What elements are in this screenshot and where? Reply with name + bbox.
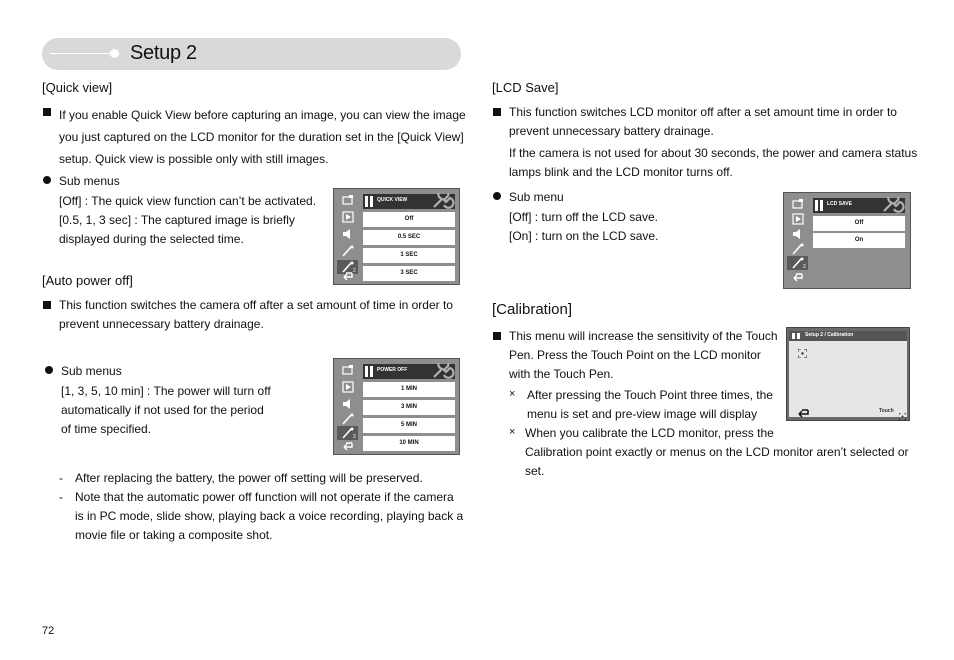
menu-option: 5 MIN bbox=[363, 418, 455, 433]
text-line: Pen. Press the Touch Point on the LCD monitor bbox=[509, 348, 761, 362]
lcd-save-camera-screen bbox=[783, 192, 911, 289]
setup-1-icon bbox=[788, 243, 808, 255]
text-line: of time specified. bbox=[61, 422, 152, 436]
calibration-bottom-bar bbox=[789, 405, 907, 417]
touch-point-icon bbox=[798, 345, 807, 363]
calibration-note-1 bbox=[527, 386, 773, 424]
header-line-decoration bbox=[50, 53, 112, 54]
text-line: This function switches the camera off after a set amount of time in order to bbox=[59, 298, 453, 312]
text-line: This menu will increase the sensitivity of the Touch bbox=[509, 329, 778, 343]
lcd-save-sub-label: Sub menu bbox=[509, 190, 564, 204]
text-line: lamps blink and the LCD monitor turns off. bbox=[509, 165, 733, 179]
auto-power-note-1: After replacing the battery, the power off setting will be preserved. bbox=[75, 471, 423, 485]
sound-icon bbox=[338, 398, 358, 410]
menu-option: Off bbox=[813, 216, 905, 231]
auto-power-note-2 bbox=[75, 488, 463, 545]
page-number: 72 bbox=[42, 625, 55, 637]
text-line: menu is set and pre-view image will display bbox=[527, 407, 758, 421]
text-line: This function switches LCD monitor off after a set amount time in order to bbox=[509, 105, 897, 119]
lcd-save-intro bbox=[509, 103, 917, 182]
tab-marker-icon bbox=[370, 196, 373, 207]
sound-icon bbox=[338, 228, 358, 240]
text-line: displayed during the selected time. bbox=[59, 232, 244, 246]
menu-option: 1 MIN bbox=[363, 382, 455, 397]
menu-option: On bbox=[813, 233, 905, 248]
calibration-intro bbox=[509, 327, 778, 384]
round-bullet-icon bbox=[45, 366, 53, 374]
text-line: When you calibrate the LCD monitor, press the bbox=[525, 426, 774, 440]
tab-marker-icon bbox=[365, 196, 368, 207]
calibration-screen-title: Setup 2 / Calibration bbox=[805, 332, 854, 338]
camera-mode-icon bbox=[338, 194, 358, 206]
header-dot-decoration bbox=[110, 49, 119, 58]
menu-option: 3 MIN bbox=[363, 400, 455, 415]
note-mark: × bbox=[509, 426, 516, 438]
calibration-camera-screen bbox=[786, 327, 910, 421]
touch-point-icon bbox=[899, 407, 906, 425]
calibration-title-bar bbox=[789, 331, 907, 341]
text-line: [0.5, 1, 3 sec] : The captured image is briefly bbox=[59, 213, 295, 227]
play-mode-icon bbox=[788, 213, 808, 225]
auto-power-intro bbox=[59, 296, 453, 334]
wrench-watermark-icon bbox=[882, 197, 906, 218]
text-line: [On] : turn on the LCD save. bbox=[509, 229, 659, 243]
menu-option: 3 SEC bbox=[363, 266, 455, 281]
text-line: prevent unnecessary battery drainage. bbox=[59, 317, 264, 331]
camera-menu-title: POWER OFF bbox=[377, 367, 408, 373]
text-line: with the Touch Pen. bbox=[509, 367, 614, 381]
play-mode-icon bbox=[338, 381, 358, 393]
setup-1-icon bbox=[338, 245, 358, 257]
quick-view-sub-label: Sub menus bbox=[59, 174, 120, 188]
menu-option: 0.5 SEC bbox=[363, 230, 455, 245]
tab-marker-icon bbox=[370, 366, 373, 377]
play-mode-icon bbox=[338, 211, 358, 223]
camera-menu-title: LCD SAVE bbox=[827, 201, 852, 207]
text-line: Note that the automatic power off function will not operate if the camera bbox=[75, 490, 454, 504]
text-line: movie file or taking a composite shot. bbox=[75, 528, 273, 542]
round-bullet-icon bbox=[493, 192, 501, 200]
sound-icon bbox=[788, 228, 808, 240]
wrench-watermark-icon bbox=[432, 193, 456, 214]
text-line: is in PC mode, slide show, playing back a voice recording, playing back a bbox=[75, 509, 464, 523]
svg-text:2: 2 bbox=[803, 264, 806, 269]
dash-mark: - bbox=[59, 471, 63, 485]
setup-2-icon bbox=[788, 257, 808, 269]
text-line: [Off] : The quick view function can’t be activated. bbox=[59, 194, 317, 208]
calibration-screen-area bbox=[789, 331, 907, 417]
tab-marker-icon bbox=[820, 200, 823, 211]
quick-view-intro bbox=[59, 104, 466, 170]
touch-label: Touch bbox=[879, 408, 894, 414]
back-arrow-icon bbox=[795, 406, 811, 424]
quick-view-camera-screen bbox=[333, 188, 460, 285]
round-bullet-icon bbox=[43, 176, 51, 184]
square-bullet-icon bbox=[493, 108, 501, 116]
back-arrow-icon bbox=[788, 272, 808, 284]
quick-view-sub-desc bbox=[59, 192, 316, 249]
camera-menu-title: QUICK VIEW bbox=[377, 197, 408, 203]
text-line: After pressing the Touch Point three times, the bbox=[527, 388, 773, 402]
svg-text:2: 2 bbox=[353, 434, 356, 439]
text-line: Calibration point exactly or menus on the LCD monitor aren’t selected or bbox=[525, 445, 909, 459]
text-line: [Off] : turn off the LCD save. bbox=[509, 210, 658, 224]
camera-mode-icon bbox=[338, 364, 358, 376]
text-line: automatically if not used for the period bbox=[61, 403, 264, 417]
tab-marker-icon bbox=[815, 200, 818, 211]
note-mark: × bbox=[509, 388, 516, 400]
square-bullet-icon bbox=[493, 332, 501, 340]
text-line: setup. Quick view is possible only with still images. bbox=[59, 152, 329, 166]
calibration-note-2 bbox=[525, 424, 909, 481]
tab-marker-icon bbox=[797, 333, 800, 339]
menu-option: 1 SEC bbox=[363, 248, 455, 263]
page-title: Setup 2 bbox=[130, 42, 197, 64]
menu-option: Off bbox=[363, 212, 455, 227]
auto-power-camera-screen bbox=[333, 358, 460, 455]
text-line: If the camera is not used for about 30 seconds, the power and camera status bbox=[509, 146, 918, 160]
tab-marker-icon bbox=[365, 366, 368, 377]
text-line: set. bbox=[525, 464, 545, 478]
back-arrow-icon bbox=[338, 271, 358, 283]
svg-text:2: 2 bbox=[353, 268, 356, 273]
setup-1-icon bbox=[338, 413, 358, 425]
quick-view-heading: [Quick view] bbox=[42, 80, 113, 95]
dash-mark: - bbox=[59, 490, 63, 504]
tab-marker-icon bbox=[792, 333, 795, 339]
camera-mode-icon bbox=[788, 198, 808, 210]
back-arrow-icon bbox=[338, 441, 358, 453]
menu-option: 10 MIN bbox=[363, 436, 455, 451]
lcd-save-sub-desc bbox=[509, 208, 658, 246]
auto-power-sub-label: Sub menus bbox=[61, 364, 122, 378]
text-line: prevent unnecessary battery drainage. bbox=[509, 124, 714, 138]
square-bullet-icon bbox=[43, 108, 51, 116]
lcd-save-heading: [LCD Save] bbox=[492, 80, 559, 95]
setup-2-icon bbox=[338, 427, 358, 439]
auto-power-sub-desc bbox=[61, 382, 271, 439]
square-bullet-icon bbox=[43, 301, 51, 309]
text-line: [1, 3, 5, 10 min] : The power will turn off bbox=[61, 384, 271, 398]
calibration-heading: [Calibration] bbox=[492, 301, 573, 318]
auto-power-heading: [Auto power off] bbox=[42, 273, 133, 288]
section-header bbox=[42, 38, 461, 70]
text-line: If you enable Quick View before capturing an image, you can view the image bbox=[59, 108, 466, 122]
wrench-watermark-icon bbox=[432, 363, 456, 384]
text-line: you just captured on the LCD monitor for the duration set in the [Quick View] bbox=[59, 130, 464, 144]
